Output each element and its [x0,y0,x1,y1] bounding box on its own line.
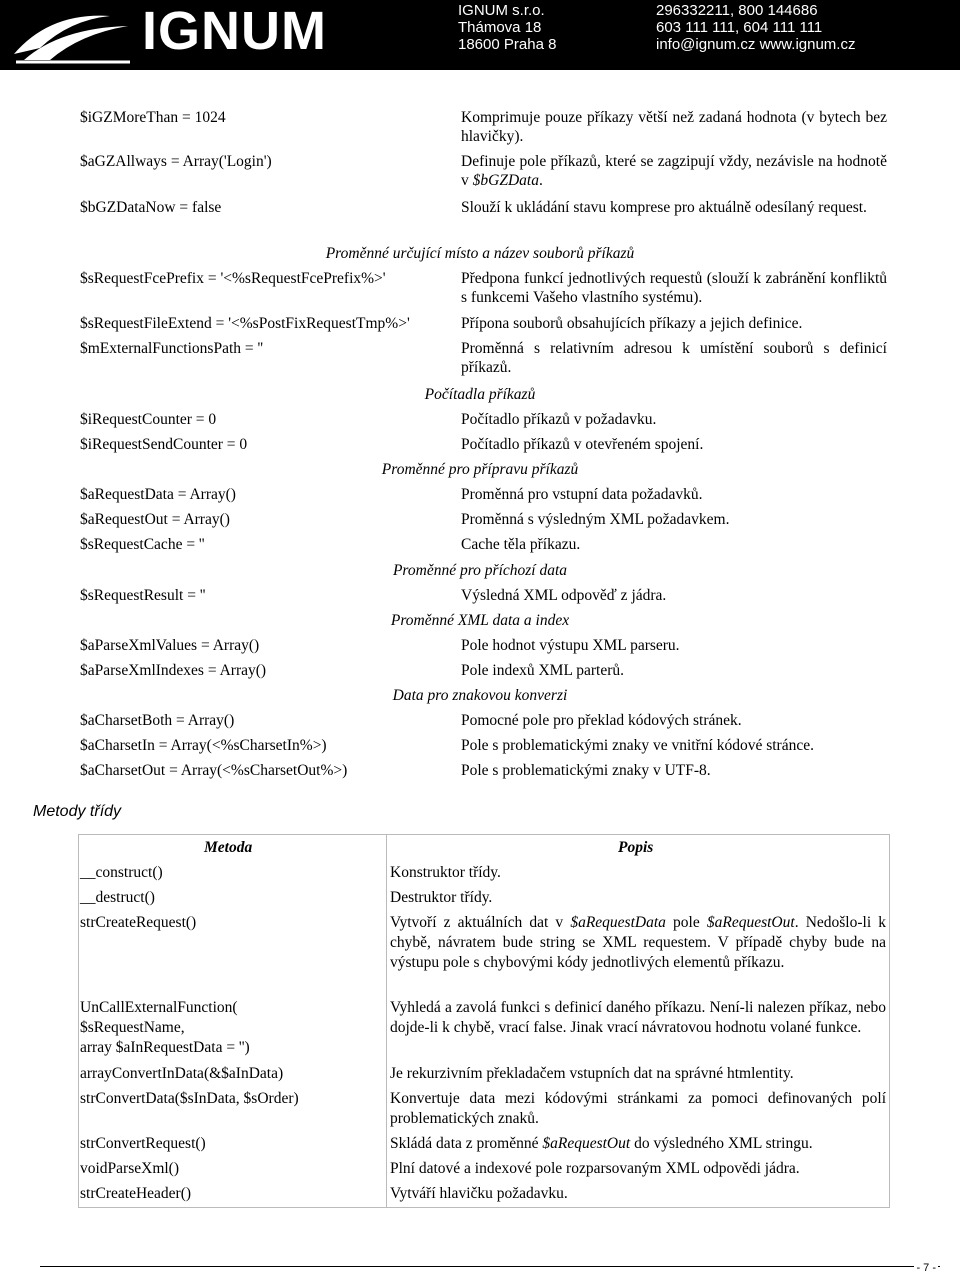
method-desc [390,1134,886,1154]
company-web: info@ignum.cz www.ignum.cz [656,36,856,53]
col-header-method: Metoda [204,839,253,856]
col-header-desc: Popis [618,839,654,856]
method-desc: Vyhledá a zavolá funkci s definicí daného příkazu. Není-li nalezen příkaz, nebo dojde-li k chybě, vrací false. Jinak vrací návratovou hodnotu volané funkce. [390,999,886,1036]
method-desc-text: Vytvoří z aktuálních dat v [390,914,571,931]
section-heading: Proměnné XML data a index [390,612,570,629]
prop-desc: Slouží k ukládání stavu komprese pro aktuálně odesílaný request. [461,199,867,216]
prop-desc [461,152,887,190]
section-heading: Počítadla příkazů [424,386,536,403]
company-name: IGNUM s.r.o. [458,2,545,19]
method-desc-var: $aRequestOut [542,1135,631,1152]
prop-desc: Pole s problematickými znaky v UTF-8. [461,762,711,779]
prop-desc-text: Definuje pole příkazů, které se zagzipují vždy, nezávisle na hodnotě v [461,153,887,189]
prop-name: $aCharsetIn = Array(<%sCharsetIn%>) [80,737,327,754]
prop-desc: Komprimuje pouze příkazy větší než zadaná hodnota (v bytech bez hlavičky). [461,109,887,145]
prop-name: $bGZDataNow = false [80,199,222,216]
prop-name: $aCharsetBoth = Array() [80,712,235,729]
prop-name: $aParseXmlValues = Array() [80,637,260,654]
prop-name: $aCharsetOut = Array(<%sCharsetOut%>) [80,762,348,779]
prop-name: $iRequestCounter = 0 [80,411,217,428]
method-desc: Plní datové a indexové pole rozparsovaným XML odpovědi jádra. [390,1160,800,1177]
method-desc-var: $aRequestOut [706,914,795,931]
prop-desc: Počítadlo příkazů v otevřeném spojení. [461,436,704,453]
prop-desc: Pole indexů XML parterů. [461,662,624,679]
prop-name: $mExternalFunctionsPath = '' [80,340,264,357]
method-desc: Konvertuje data mezi kódovými stránkami za pomoci definovaných polí problematických znaků. [390,1090,886,1127]
section-heading: Proměnné určující místo a název souborů příkazů [325,245,635,262]
method-desc-text: Skládá data z proměnné [390,1135,543,1152]
company-phones: 603 111 111, 604 111 111 [656,19,823,36]
section-heading: Proměnné pro přípravu příkazů [381,461,579,478]
method-name: strConvertRequest() [80,1135,206,1152]
method-name: strCreateHeader() [80,1185,192,1202]
method-desc-text: do výsledného XML stringu. [630,1135,813,1152]
method-name [80,998,250,1058]
method-name-line: UnCallExternalFunction( [80,999,238,1016]
method-name-line: $sRequestName, [80,1019,185,1036]
prop-name: $sRequestResult = '' [80,587,206,604]
footer-divider [40,1266,940,1267]
method-desc-text: . Nedošlo-li k chybě, návratem bude string se XML requestem. V případě chyby bude na výstupu pole s chybovými kódy jednotlivých elementů příkazu. [390,914,887,971]
prop-name: $iRequestSendCounter = 0 [80,436,248,453]
section-heading: Data pro znakovou konverzi [392,687,568,704]
prop-name: $iGZMoreThan = 1024 [80,109,226,126]
prop-desc: Proměnná pro vstupní data požadavků. [461,486,703,503]
prop-name: $sRequestCache = '' [80,536,205,553]
prop-desc: Pomocné pole pro překlad kódových stránek. [461,712,742,729]
method-desc: Konstruktor třídy. [390,864,501,881]
method-desc: Vytváří hlavičku požadavku. [390,1185,568,1202]
method-name: strCreateRequest() [80,914,197,931]
prop-desc: Pole hodnot výstupu XML parseru. [461,637,680,654]
table-border [78,835,79,1207]
prop-name: $aParseXmlIndexes = Array() [80,662,267,679]
method-name: __construct() [80,864,163,881]
method-desc-text: pole [665,914,707,931]
company-ico: 296332211, 800 144686 [656,2,818,19]
method-desc: Je rekurzivním překladačem vstupních dat na správné htmlentity. [390,1065,794,1082]
method-desc: Destruktor třídy. [390,889,493,906]
method-name-line: array $aInRequestData = '') [80,1039,250,1056]
methods-title: Metody třídy [33,803,122,820]
header-address [458,2,556,53]
page-header [0,0,960,70]
methods-table [78,834,890,1208]
prop-desc: Proměnná s výsledným XML požadavkem. [461,511,730,528]
method-desc-var: $aRequestData [570,914,666,931]
prop-desc-end: . [538,172,543,189]
company-city: 18600 Praha 8 [458,36,557,53]
prop-name: $aGZAllways = Array('Login') [80,153,272,170]
prop-desc: Výsledná XML odpověď z jádra. [461,587,667,604]
prop-desc: Cache těla příkazu. [461,536,581,553]
prop-desc: Přípona souborů obsahujících příkazy a jejich definice. [461,315,803,332]
prop-desc: Proměnná s relativním adresou k umístění souborů s definicí příkazů. [461,340,887,376]
logo-mark-icon [10,4,135,66]
prop-name: $aRequestData = Array() [80,486,236,503]
table-divider [386,835,387,1207]
company-street: Thámova 18 [458,19,542,36]
prop-desc-var: $bGZData [472,172,539,189]
method-name: arrayConvertInData(&$aInData) [80,1065,284,1082]
prop-desc: Počítadlo příkazů v požadavku. [461,411,657,428]
section-heading: Proměnné pro příchozí data [392,562,568,579]
prop-desc: Pole s problematickými znaky ve vnitřní kódové stránce. [461,737,814,754]
method-desc [390,913,886,973]
company-logo [10,0,340,70]
prop-desc: Předpona funkcí jednotlivých requestů (slouží k zabránění konfliktů s funkcemi Vašeho vlastního systému). [461,270,887,306]
header-contacts [656,2,855,53]
method-name: __destruct() [80,889,155,906]
method-name: strConvertData($sInData, $sOrder) [80,1090,299,1107]
prop-name: $sRequestFileExtend = '<%sPostFixRequestTmp%>' [80,315,410,332]
prop-name: $aRequestOut = Array() [80,511,230,528]
method-name: voidParseXml() [80,1160,180,1177]
page-number: - 7 - [916,1262,936,1274]
prop-name: $sRequestFcePrefix = '<%sRequestFcePrefix%>' [80,270,386,287]
logo-text: IGNUM [142,1,327,61]
